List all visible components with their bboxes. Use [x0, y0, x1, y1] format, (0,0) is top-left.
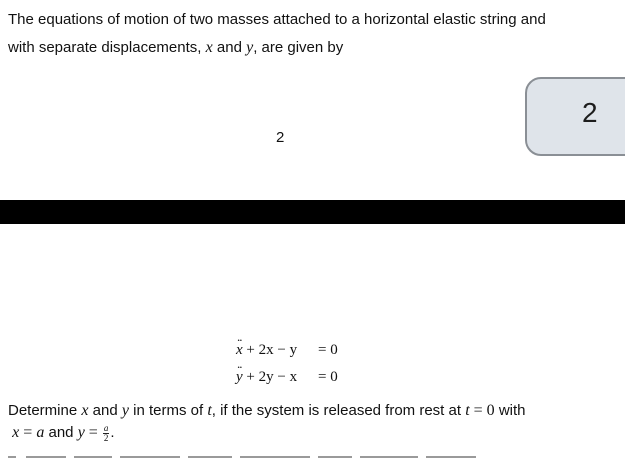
intro-text: and — [212, 39, 247, 56]
question-text: in terms of — [128, 402, 208, 419]
question-text: and — [44, 424, 78, 441]
second-derivative-x: .. x — [236, 336, 243, 363]
equation-row — [236, 336, 338, 363]
variable-x: x — [205, 39, 213, 56]
question-paragraph — [8, 400, 613, 444]
equation-rhs: = 0 — [318, 342, 338, 358]
variable-t: t — [465, 402, 470, 419]
slide-number-badge — [525, 77, 625, 156]
intro-line-2 — [8, 34, 613, 62]
fraction-a-over-2 — [103, 424, 110, 443]
equation-row — [236, 363, 338, 390]
equation-lhs-rest: + 2x − y — [242, 342, 298, 358]
equations-block — [236, 336, 338, 390]
equals-sign: = — [19, 424, 37, 441]
second-derivative-y: .. y — [236, 363, 243, 390]
variable-y: y — [77, 424, 85, 441]
equals-sign: = — [84, 424, 102, 441]
equation-rhs: = 0 — [318, 369, 338, 385]
fraction-numerator: a — [103, 422, 109, 433]
equation-lhs-rest: + 2y − x — [242, 369, 298, 385]
fraction-denominator: 2 — [103, 432, 109, 443]
variable-y: y — [246, 39, 254, 56]
question-line-2 — [8, 422, 613, 444]
equation-lhs — [236, 336, 318, 363]
intro-paragraph — [8, 6, 613, 62]
page-number: 2 — [276, 129, 285, 146]
variable-x: x — [81, 402, 89, 419]
variable-a: a — [36, 424, 45, 441]
intro-line-1: The equations of motion of two masses attached to a horizontal elastic string and — [8, 11, 546, 28]
intro-text: , are given by — [253, 39, 344, 56]
intro-text: with separate displacements, — [8, 39, 206, 56]
cut-off-next-line — [8, 450, 488, 458]
question-text: Determine — [8, 402, 82, 419]
black-divider-band — [0, 200, 625, 224]
badge-number: 2 — [582, 97, 598, 128]
variable-y: y — [121, 402, 129, 419]
question-text: and — [88, 402, 122, 419]
question-text: with — [494, 402, 526, 419]
period: . — [110, 424, 115, 441]
equation-lhs — [236, 363, 318, 390]
variable-x: x — [12, 424, 20, 441]
equals-zero: = 0 — [469, 402, 495, 419]
question-line-1 — [8, 400, 613, 422]
variable-t: t — [207, 402, 212, 419]
question-text: , if the system is released from rest at — [211, 402, 466, 419]
